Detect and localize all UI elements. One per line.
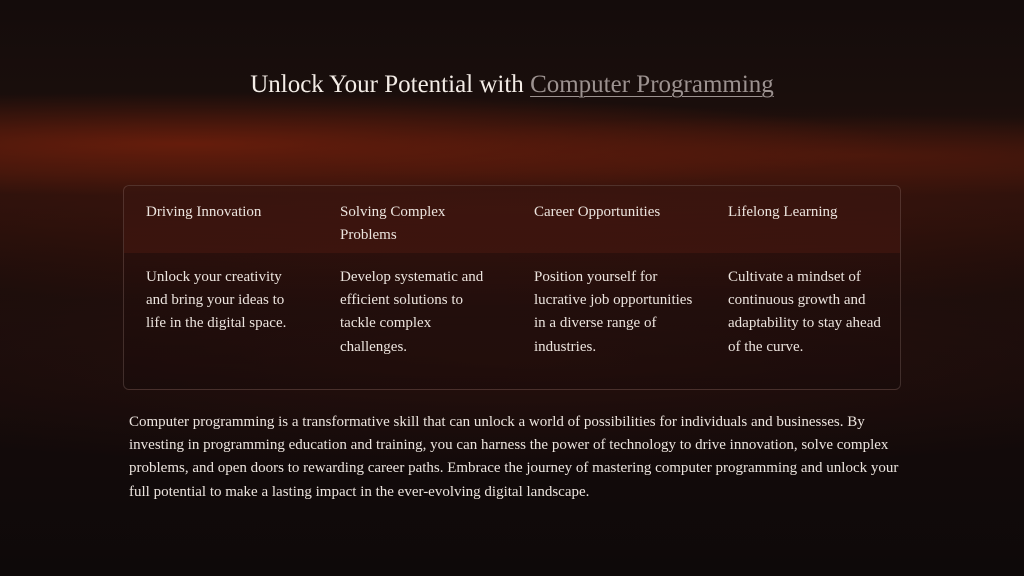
title-link[interactable]: Computer Programming: [530, 71, 774, 98]
summary-paragraph: Computer programming is a transformative skill that can unlock a world of possibilities for individuals and businesses. By investing in programming education and training, you can harness the power of technology to drive innovation, solve complex problems, and open doors to rewarding career paths. Embrace the journey of mastering computer programming and unlock your full potential to make a lasting impact in the ever-evolving digital landscape.: [129, 414, 899, 500]
table-cell-driving-innovation: Unlock your creativity and bring your ideas to life in the digital space.: [146, 269, 287, 332]
column-header-driving-innovation: Driving Innovation: [146, 204, 262, 220]
column-header-career-opportunities: Career Opportunities: [534, 204, 661, 220]
benefits-table: [123, 185, 901, 390]
column-header-solving-complex-problems: Solving Complex Problems: [340, 204, 446, 244]
table-cell-solving-complex-problems: Develop systematic and efficient solutions to tackle complex challenges.: [340, 269, 484, 355]
slide-title: [0, 68, 1024, 102]
table-cell-career-opportunities: Position yourself for lucrative job opportunities in a diverse range of industries.: [534, 269, 693, 355]
table-cell-lifelong-learning: Cultivate a mindset of continuous growth and adaptability to stay ahead of the curve.: [728, 269, 881, 355]
title-text: Unlock Your Potential with: [250, 71, 531, 98]
table-header-row: [124, 186, 900, 253]
table-row: [124, 253, 900, 389]
column-header-lifelong-learning: Lifelong Learning: [728, 204, 838, 220]
